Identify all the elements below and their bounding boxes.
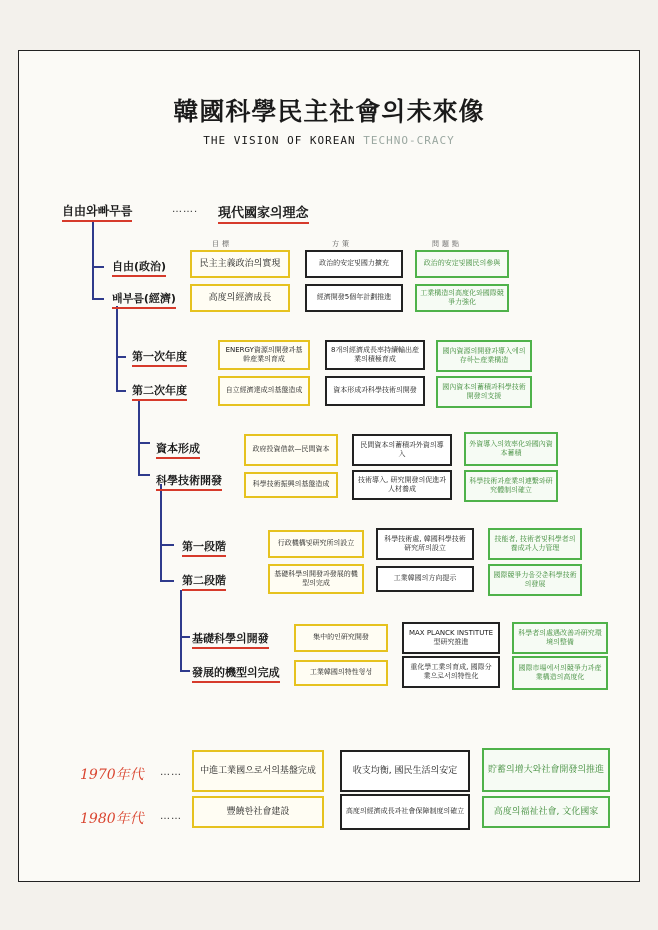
method-box: 民間資本의蓄積과外資의導入 [352,434,452,466]
method-box: 科學技術處, 韓國科學技術硏究所의設立 [376,528,474,560]
row-label-capital: 資本形成 [156,440,200,459]
page-title: 韓國科學民主社會의未來像 [173,97,485,126]
method-box-1970: 收支均衡, 國民生活의安定 [340,750,470,792]
row-label-basic-science: 基礎科學의開發 [192,630,269,649]
goal-box: 民主主義政治의實現 [190,250,290,278]
decade-dots: …… [160,767,182,778]
problem-box: 技能者, 技術者및科學者의養成과人力管理 [488,528,582,560]
problem-box: 政治的安定및國民의參與 [415,250,509,278]
decade-dots: …… [160,811,182,822]
problem-box: 國際市場에서의競爭力과産業構造의高度化 [512,656,608,690]
goal-box-1970: 中進工業國으로서의基盤完成 [192,750,324,792]
problem-box: 科學技術과産業의連繫와硏究體制의確立 [464,470,558,502]
problem-box: 國際競爭力을갖춘科學技術의發展 [488,564,582,596]
connector [116,306,118,392]
goal-box-1980: 豐饒한社會建設 [192,796,324,828]
decade-label-1970: 1970年代 [80,767,144,783]
row-label-first-year: 第一次年度 [132,348,187,367]
connector [138,474,150,476]
goal-box: 基礎科學의開發과發展的機型의完成 [268,564,364,594]
row-label-freedom: 自由(政治) [112,258,166,277]
connector [160,484,162,582]
method-box: 8개의經濟成長率持續輸出産業의積極育成 [325,340,425,370]
method-box: 經濟開發5個年計劃推進 [305,284,403,312]
connector [138,400,140,474]
problem-box: 工業構造의高度化와國際競爭力強化 [415,284,509,312]
method-box: 工業韓國의方向提示 [376,566,474,592]
row-label-stage-two: 第二段階 [182,572,226,591]
method-box-1980: 高度의經濟成長과社會保障制度의確立 [340,794,470,830]
goal-box: 行政機構및硏究所의設立 [268,530,364,558]
connector [160,544,174,546]
connector [180,670,190,672]
subtitle-main: THE VISION OF KOREAN [203,134,356,147]
connector [116,356,126,358]
goal-box: 政府投資借款—民間資本 [244,434,338,466]
goal-box: ENERGY資源의開發과基幹産業의育成 [218,340,310,370]
row-label-industry-model: 發展的機型의完成 [192,664,280,683]
page-subtitle [0,134,658,147]
connector [180,636,190,638]
method-box: MAX PLANCK INSTITUTE型硏究推進 [402,622,500,654]
decade-label-1980: 1980年代 [80,811,144,827]
connector [180,590,182,672]
connector [116,390,126,392]
problem-box-1970: 貯蓄의增大와社會開發의推進 [482,748,610,792]
subtitle-faded: TECHNO-CRACY [363,134,455,147]
goal-box: 科學技術振興의基盤造成 [244,472,338,498]
row-label-stage-one: 第一段階 [182,538,226,557]
goal-box: 工業韓國의特性형성 [294,660,388,686]
row-label-second-year: 第二次年度 [132,382,187,401]
connector [138,442,150,444]
method-box: 重化學工業의育成, 國際分業으로서의特性化 [402,656,500,688]
connector [92,222,94,300]
method-box: 政治的安定및國力擴充 [305,250,403,278]
root-dots: ……. [172,204,199,215]
row-label-economy: 배부름(經濟) [112,290,176,309]
problem-box: 外資導入의效率化와國內資本蓄積 [464,432,558,466]
problem-box: 科學者의處遇改善과硏究環境의整備 [512,622,608,654]
problem-box: 國內資本의蓄積과科學技術開發의支援 [436,376,532,408]
column-header-problem: 問題點 [432,240,462,248]
column-header-method: 方策 [332,240,352,248]
method-box: 資本形成과科學技術의開發 [325,376,425,406]
goal-box: 高度의經濟成長 [190,284,290,312]
root-target: 現代國家의理念 [218,202,309,224]
connector [92,266,104,268]
goal-box: 集中的인硏究開發 [294,624,388,652]
goal-box: 自立經濟達成의基盤造成 [218,376,310,406]
problem-box: 國內資源의開發과導入에의存하는産業構造 [436,340,532,372]
connector [160,580,174,582]
row-label-science: 科學技術開發 [156,472,222,491]
root-label: 自由와빠무름 [62,202,132,222]
problem-box-1980: 高度의福祉社會, 文化國家 [482,796,610,828]
method-box: 技術導入, 硏究開發의促進과人材養成 [352,470,452,500]
connector [92,298,104,300]
column-header-goal: 目標 [212,240,232,248]
